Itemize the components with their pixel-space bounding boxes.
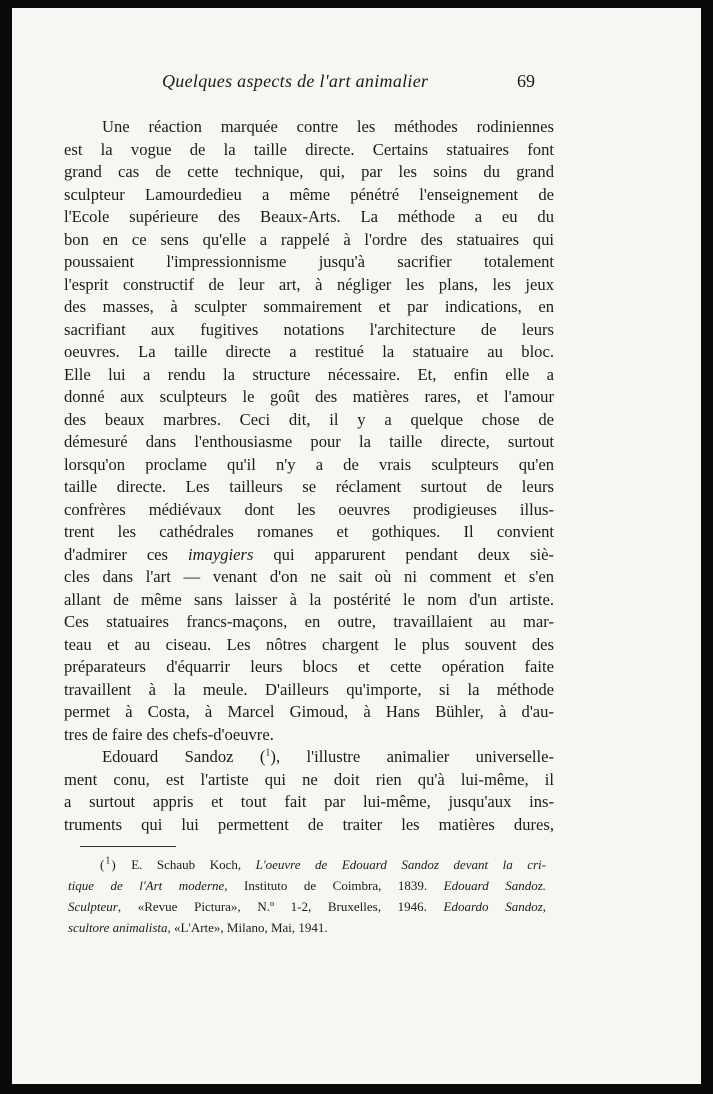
text-line: Ces statuaires francs-maçons, en outre, travaillaient au mar-	[64, 612, 554, 631]
text-line: préparateurs d'équarrir leurs blocs et cette opération faite	[64, 657, 554, 676]
text-line: trent les cathédrales romanes et gothiques. Il convient	[64, 522, 554, 541]
footnote-line: ($^1$) E. Schaub Koch, L'oeuvre de Edouard Sandoz devant la cri-	[100, 855, 546, 872]
cited-work-title: Edoardo Sandoz,	[443, 899, 546, 914]
cited-work-title: scultore animalista	[68, 920, 168, 935]
text-line: confrères médiévaux dont les oeuvres prodigieuses illus-	[64, 499, 554, 519]
footnote-line: scultore animalista, «L'Arte», Milano, Mai, 1941.	[68, 920, 328, 935]
cited-work-title: Sculpteur	[68, 899, 118, 914]
book-page	[12, 8, 701, 1084]
cited-work-title: tique de l'Art moderne	[68, 878, 225, 893]
text-line: démesuré dans l'enthousiasme pour la taille directe, surtout	[64, 432, 554, 451]
text-line: travaillent à la meule. D'ailleurs qu'importe, si la méthode	[64, 679, 554, 699]
text-line: truments qui lui permettent de traiter les matières dures,	[64, 814, 554, 834]
text-line: Elle lui a rendu la structure nécessaire. Et, enfin elle a	[64, 364, 554, 384]
footnote-1	[68, 854, 546, 938]
text-line: Une réaction marquée contre les méthodes rodiniennes	[102, 117, 554, 136]
text-line-with-footnote-ref: Edouard Sandoz ($^1$), l'illustre animalier universelle-	[102, 747, 554, 766]
text-line: allant de même sans laisser à la postérité le nom d'un artiste.	[64, 589, 554, 609]
paragraph-2	[64, 746, 554, 836]
text-line-with-italic: d'admirer ces imaygiers qui apparurent pendant deux siè-	[64, 544, 554, 564]
footnote-divider	[80, 846, 176, 847]
text-line: poussaient l'impressionnisme jusqu'à sacrifier totalement	[64, 252, 554, 271]
main-text	[64, 116, 554, 836]
paragraph-1	[64, 116, 554, 746]
text-line: taille directe. Les tailleurs se réclament surtout de leurs	[64, 477, 554, 496]
text-line: lorsqu'on proclame qu'il n'y a de vrais sculpteurs qu'en	[64, 454, 554, 474]
text-line: tres de faire des chefs-d'oeuvre.	[64, 724, 274, 744]
running-title: Quelques aspects de l'art animalier	[162, 71, 429, 91]
text-line: l'esprit constructif de leur art, à négliger les plans, les jeux	[64, 274, 554, 294]
text-line: a surtout appris et tout fait par lui-même, jusqu'aux ins-	[64, 792, 554, 811]
text-line: grand cas de cette technique, qui, par les soins du grand	[64, 162, 554, 181]
footnote-line: tique de l'Art moderne, Instituto de Coimbra, 1839. Edouard Sandoz.	[68, 878, 547, 893]
cited-work-title: Edouard Sandoz.	[443, 878, 547, 893]
text-line: cles dans l'art — venant d'on ne sait où ni comment et s'en	[64, 567, 554, 586]
text-line: donné aux sculpteurs le goût des matières rares, et l'amour	[64, 387, 554, 406]
text-line: permet à Costa, à Marcel Gimoud, à Hans Bühler, à d'au-	[64, 702, 554, 721]
cited-work-title: L'oeuvre de Edouard Sandoz devant la cri-	[255, 857, 546, 872]
text-line: oeuvres. La taille directe a restitué la statuaire au bloc.	[64, 342, 554, 361]
text-line: sculpteur Lamourdedieu a même pénétré l'enseignement de	[64, 184, 554, 204]
footnote-marker: ($^1$)	[100, 855, 117, 872]
text-line: bon en ce sens qu'elle a rappelé à l'ordre des statuaires qui	[64, 229, 554, 249]
footnote-line: Sculpteur, «Revue Pictura», N.º 1-2, Bruxelles, 1946. Edoardo Sandoz,	[68, 899, 546, 914]
text-line: des beaux marbres. Ceci dit, il y a quelque chose de	[64, 409, 554, 429]
italic-term: imaygiers	[187, 544, 254, 564]
text-line: l'Ecole supérieure des Beaux-Arts. La méthode a eu du	[64, 207, 554, 226]
text-line: ment conu, est l'artiste qui ne doit rien qu'à lui-même, il	[64, 769, 554, 789]
text-line: est la vogue de la taille directe. Certains statuaires font	[64, 139, 554, 159]
footnote-reference[interactable]: 1	[265, 747, 271, 759]
text-line: des masses, à sculpter sommairement et par indications, en	[64, 297, 554, 316]
text-line: sacrifiant aux fugitives notations l'architecture de leurs	[64, 319, 554, 339]
page-number: 69	[517, 71, 535, 91]
text-line: teau et au ciseau. Les nôtres chargent le plus souvent des	[64, 634, 554, 654]
